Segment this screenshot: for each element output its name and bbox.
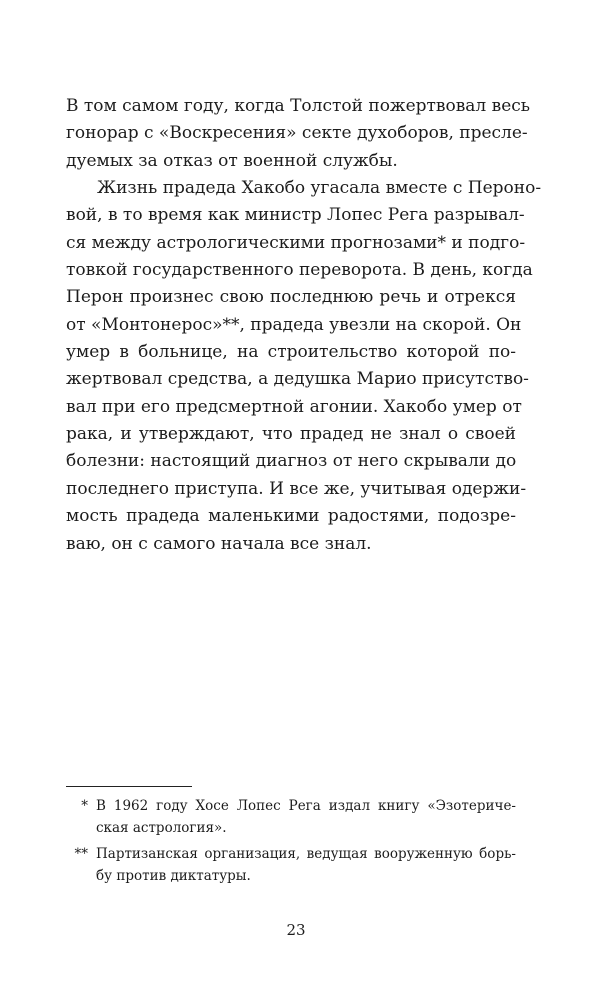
text-line: ваю, он с самого начала все знал. <box>66 533 372 554</box>
text-line: жертвовал средства, а дедушка Марио присутство- <box>66 369 529 390</box>
text-line: последнего приступа. И все же, учитывая одержи- <box>66 478 527 499</box>
text-line: рака, и утверждают, что прадед не знал о своей <box>66 424 516 445</box>
text-line: гонорар с «Воскресения» секте духоборов, пресле- <box>66 123 528 144</box>
text-line: ся между астрологическими прогнозами* и подго- <box>66 232 526 253</box>
footnote-line: Партизанская организация, ведущая вооруженную борь- <box>96 846 516 862</box>
footnote <box>66 844 516 887</box>
footnote-line: ская астрология». <box>96 819 227 836</box>
footnote-marker: * <box>81 798 88 814</box>
footnote-divider <box>66 786 192 787</box>
text-line: Жизнь прадеда Хакобо угасала вместе с Пероно- <box>97 178 542 199</box>
text-line: мость прадеда маленькими радостями, подозре- <box>66 506 516 527</box>
text-line: дуемых за отказ от военной службы. <box>66 150 398 171</box>
text-line: болезни: настоящий диагноз от него скрывали до <box>66 451 517 472</box>
text-line: В том самом году, когда Толстой пожертвовал весь <box>66 96 531 116</box>
text-line: вал при его предсмертной агонии. Хакобо умер от <box>66 396 522 417</box>
footnote-line: В 1962 году Хосе Лопес Рега издал книгу «Эзотериче- <box>96 798 516 814</box>
footnote <box>66 796 516 839</box>
main-text <box>66 93 542 558</box>
text-line: умер в больнице, на строительство которой по- <box>66 342 516 363</box>
text-line: от «Монтонерос»**, прадеда увезли на скорой. Он <box>66 314 522 335</box>
page-number: 23 <box>286 921 306 939</box>
text-line: вой, в то время как министр Лопес Рега разрывал- <box>66 205 525 226</box>
footnote-line: бу против диктатуры. <box>96 867 251 884</box>
text-line: Перон произнес свою последнюю речь и отрекся <box>66 287 516 308</box>
footnote-marker: ** <box>74 846 88 862</box>
text-line: товкой государственного переворота. В день, когда <box>66 260 533 281</box>
